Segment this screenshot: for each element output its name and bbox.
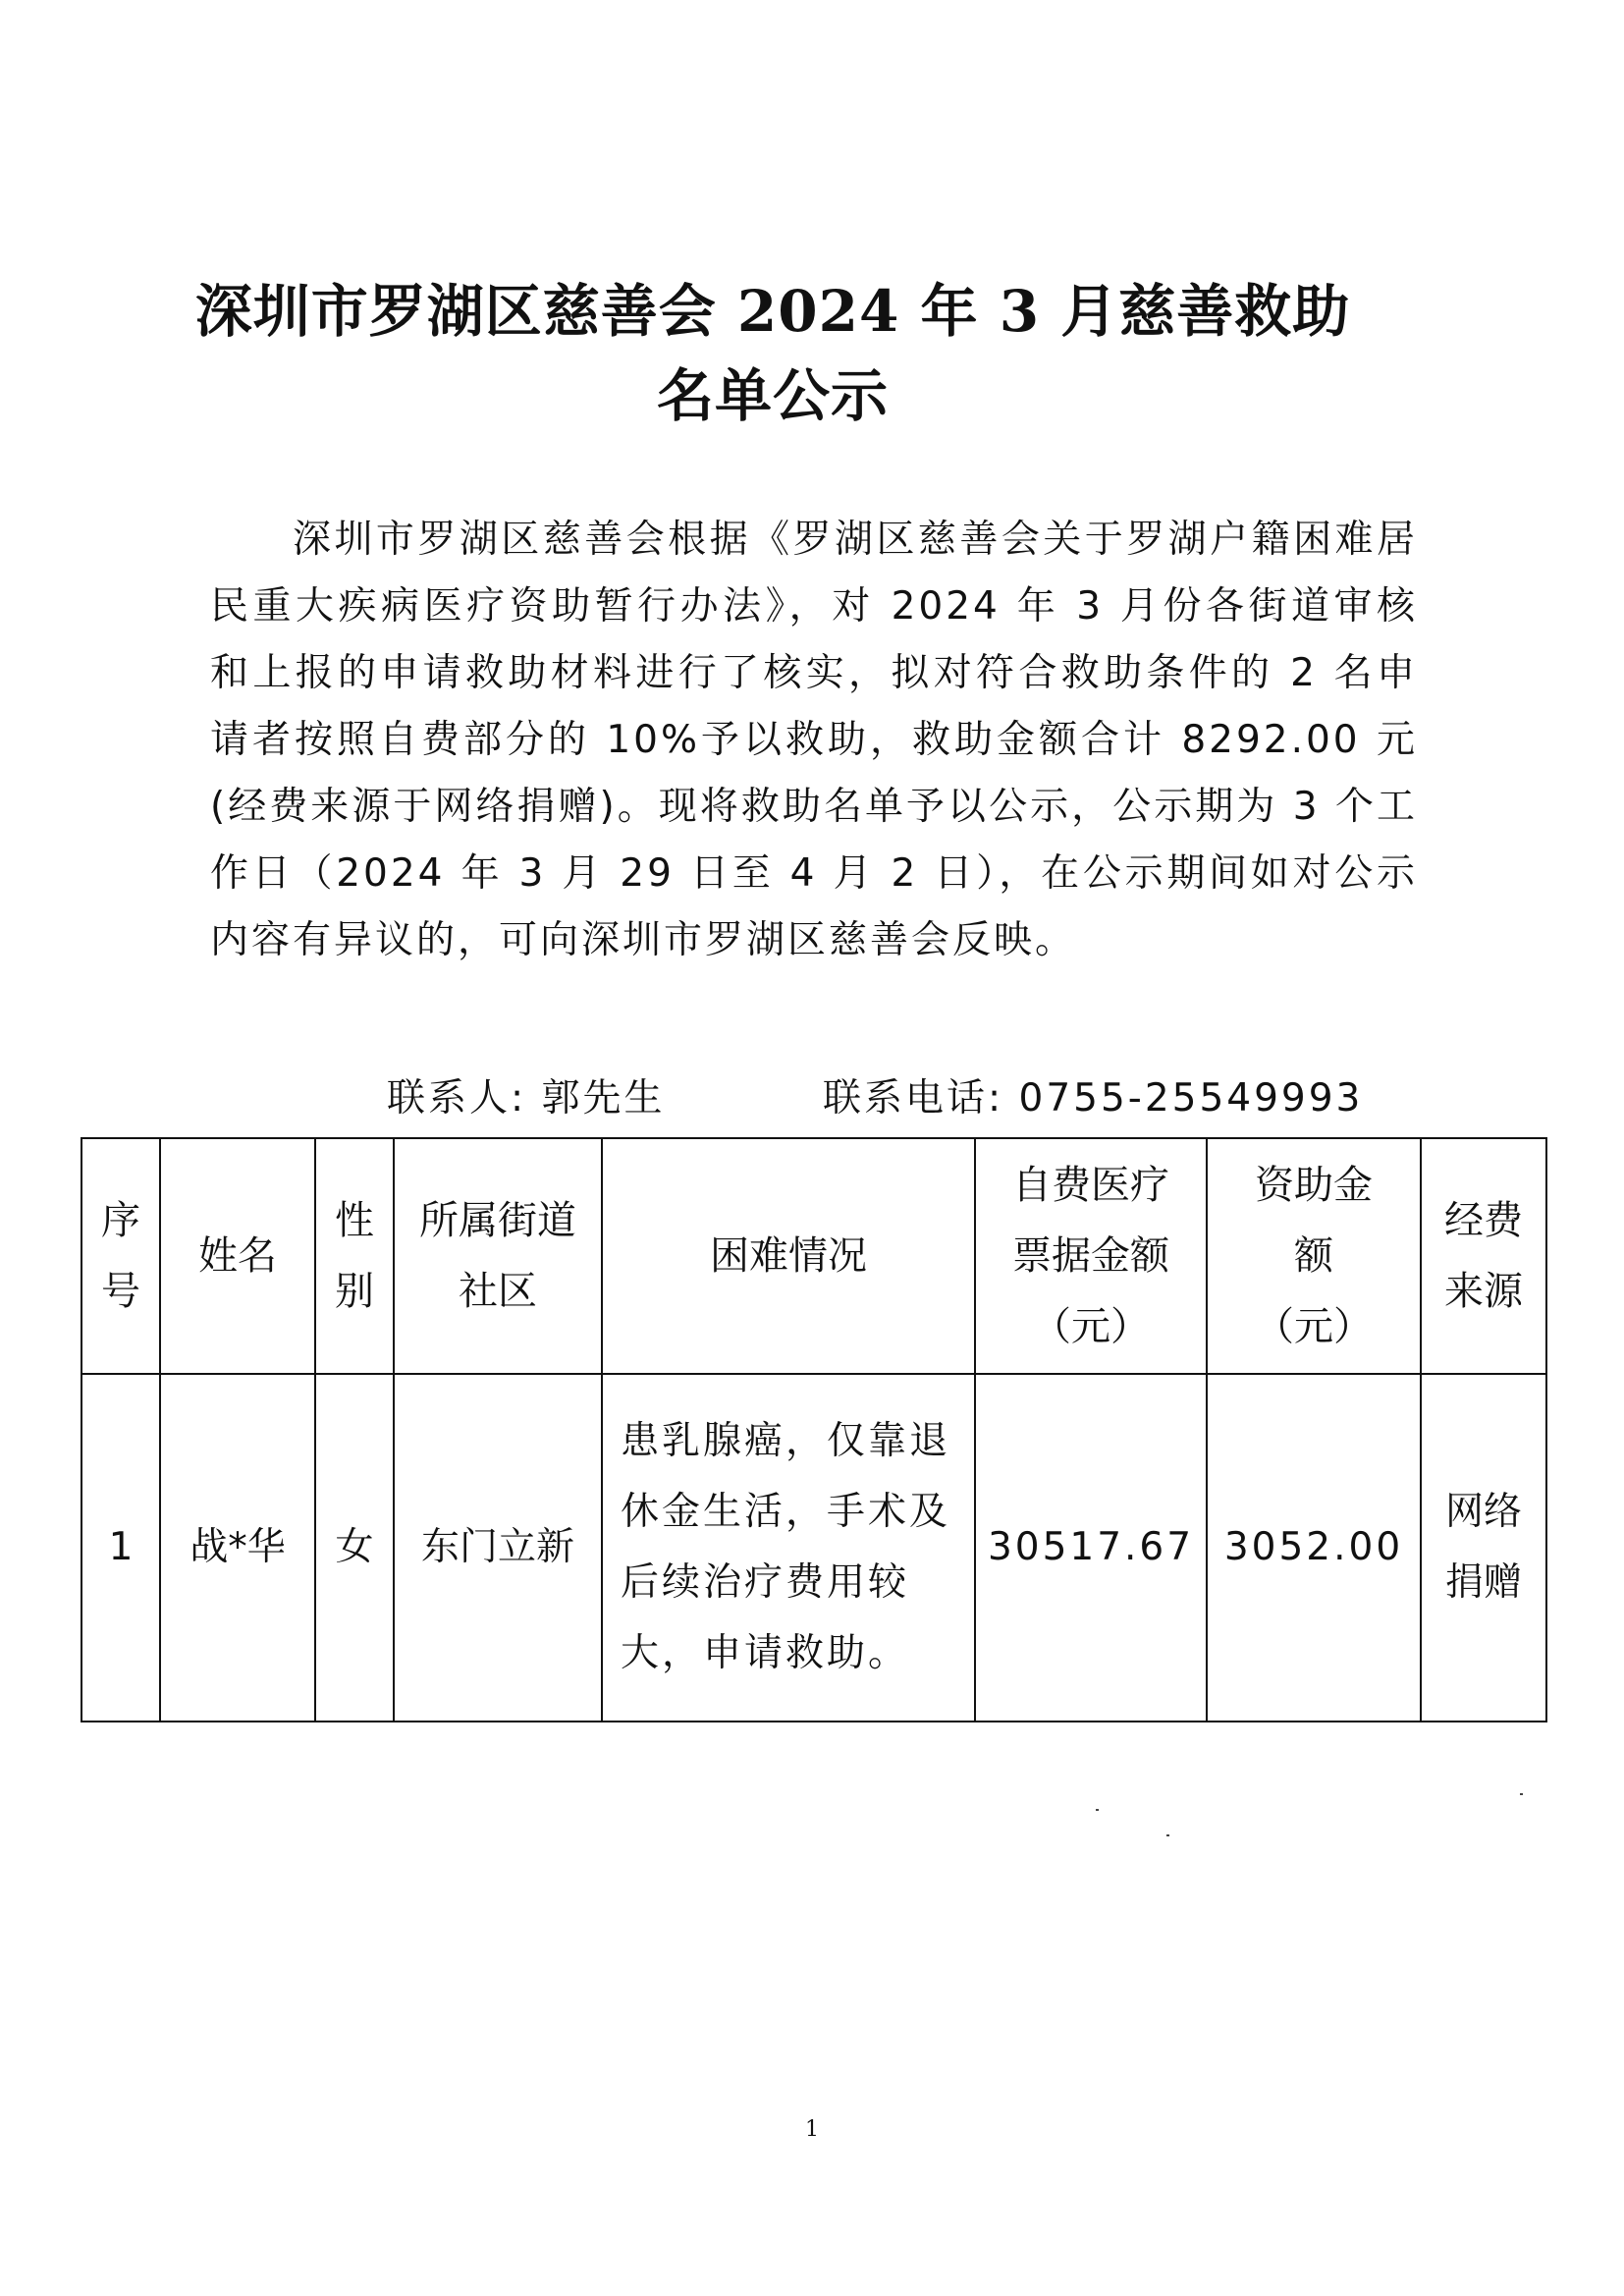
cell-difficulty: 患乳腺癌，仅靠退休金生活，手术及后续治疗费用较大，申请救助。 bbox=[602, 1374, 975, 1722]
cell-community: 东门立新 bbox=[394, 1374, 602, 1722]
cell-gender: 女 bbox=[315, 1374, 394, 1722]
contact-phone: 联系电话: 0755-25549993 bbox=[823, 1076, 1364, 1121]
header-gender: 性别 bbox=[315, 1138, 394, 1374]
header-aid-amount: 资助金额（元） bbox=[1207, 1138, 1421, 1374]
document-title-line-2: 名单公示 bbox=[656, 362, 889, 429]
relief-table bbox=[81, 1137, 1547, 1722]
cell-name: 战*华 bbox=[160, 1374, 315, 1722]
document-title-line-1: 深圳市罗湖区慈善会 2024 年 3 月慈善救助 bbox=[194, 278, 1351, 345]
cell-seq: 1 bbox=[81, 1374, 160, 1722]
cell-medical-amount: 30517.67 bbox=[975, 1374, 1207, 1722]
contact-person: 联系人: 郭先生 bbox=[387, 1076, 666, 1121]
page-number: 1 bbox=[805, 2117, 819, 2142]
header-fund-source: 经费来源 bbox=[1421, 1138, 1546, 1374]
table-row bbox=[81, 1374, 1546, 1722]
header-name: 姓名 bbox=[160, 1138, 315, 1374]
body-paragraph: 深圳市罗湖区慈善会根据《罗湖区慈善会关于罗湖户籍困难居民重大疾病医疗资助暂行办法》，对 2024 年 3 月份各街道审核和上报的申请救助材料进行了核实，拟对符合救助条件的 2 名申请者按照自费部分的 10%予以救助，救助金额合计 8292.00 元(经费来源于网络捐赠)。现将救助名单予以公示，公示期为 3 个工作日（2024 年 3 月 29 日至 4 月 2 日），在公示期间如对公示内容有异议的，可向深圳市罗湖区慈善会反映。 bbox=[210, 518, 1418, 962]
scan-speck bbox=[1520, 1793, 1523, 1795]
header-community: 所属街道社区 bbox=[394, 1138, 602, 1374]
header-difficulty: 困难情况 bbox=[602, 1138, 975, 1374]
header-seq: 序号 bbox=[81, 1138, 160, 1374]
header-medical-amount: 自费医疗票据金额（元） bbox=[975, 1138, 1207, 1374]
cell-fund-source: 网络捐赠 bbox=[1421, 1374, 1546, 1722]
scan-speck bbox=[1166, 1834, 1169, 1836]
cell-aid-amount: 3052.00 bbox=[1207, 1374, 1421, 1722]
table-header-row bbox=[81, 1138, 1546, 1374]
scan-speck bbox=[1096, 1809, 1099, 1811]
